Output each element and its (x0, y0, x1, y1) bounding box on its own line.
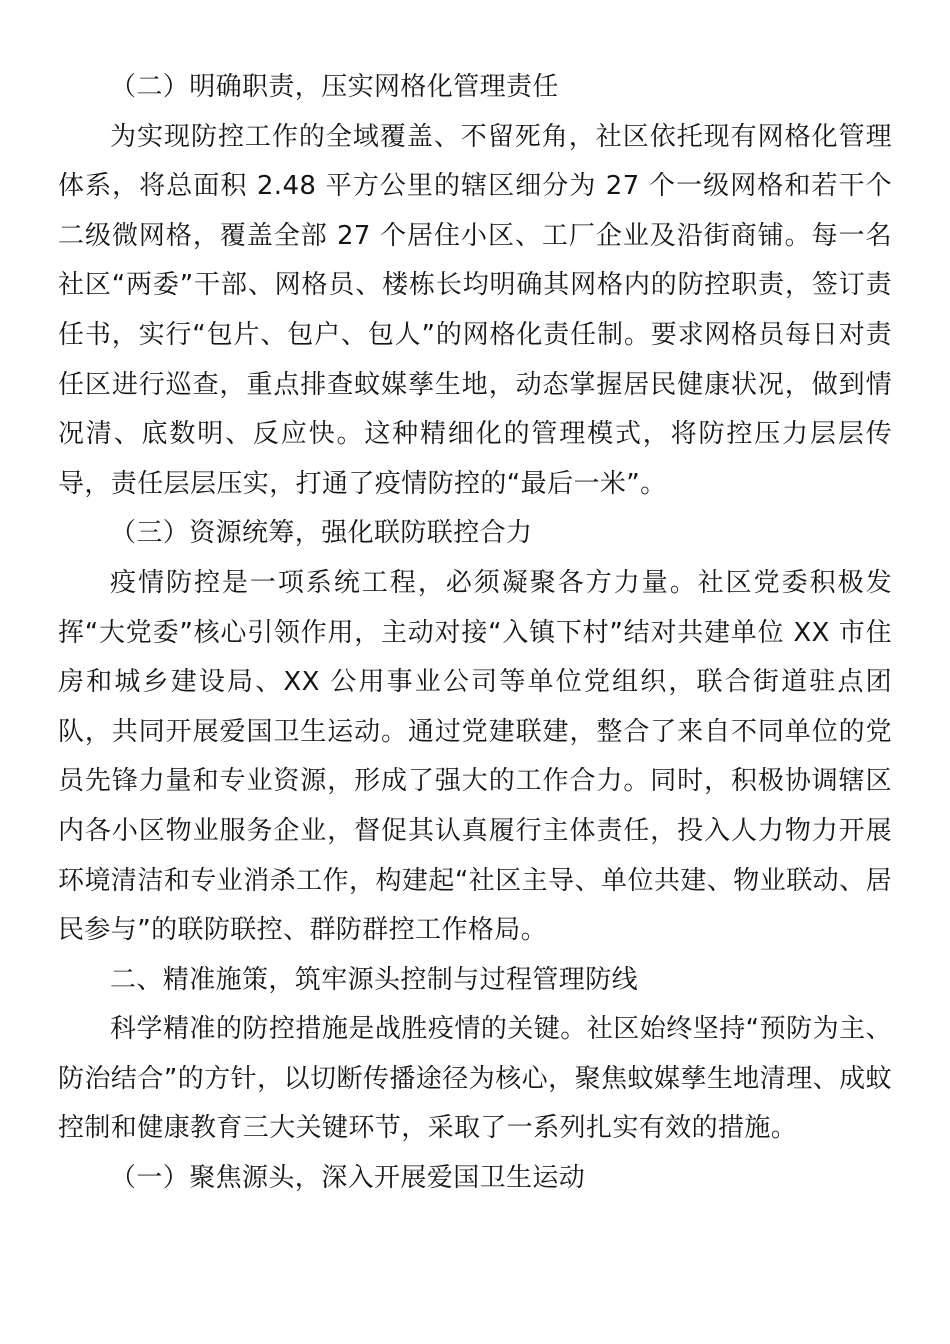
paragraph-grid-management: 为实现防控工作的全域覆盖、不留死角，社区依托现有网格化管理体系，将总面积 2.48 平方公里的辖区细分为 27 个一级网格和若干个二级微网格，覆盖全部 27 个居住小区、工厂企业及沿街商铺。每一名社区“两委”干部、网格员、楼栋长均明确其网格内的防控职责，签订责任书，实行“包片、包户、包人”的网格化责任制。要求网格员每日对责任区进行巡查，重点排查蚊媒孳生地，动态掌握居民健康状况，做到情况清、底数明、反应快。这种精细化的管理模式，将防控压力层层传导，责任层层压实，打通了疫情防控的“最后一米”。 (58, 121, 892, 499)
paragraph-precise-measures: 科学精准的防控措施是战胜疫情的关键。社区始终坚持“预防为主、防治结合”的方针，以切断传播途径为核心，聚焦蚊媒孳生地清理、成蚊控制和健康教育三大关键环节，采取了一系列扎实有效的措施。 (58, 1014, 892, 1144)
paragraph-joint-prevention: 疫情防控是一项系统工程，必须凝聚各方力量。社区党委积极发挥“大党委”核心引领作用，主动对接“入镇下村”结对共建单位 XX 市住房和城乡建设局、XX 公用事业公司等单位党组织，联合街道驻点团队，共同开展爱国卫生运动。通过党建联建，整合了来自不同单位的党员先锋力量和专业资源，形成了强大的工作合力。同时，积极协调辖区内各小区物业服务企业，督促其认真履行主体责任，投入人力物力开展环境清洁和专业消杀工作，构建起“社区主导、单位共建、物业联动、居民参与”的联防联控、群防群控工作格局。 (58, 567, 892, 946)
section-heading-part-2: 二、精准施策，筑牢源头控制与过程管理防线 (110, 964, 639, 995)
section-heading-2-responsibility: （二）明确职责，压实网格化管理责任 (110, 72, 559, 102)
section-heading-3-coordination: （三）资源统筹，强化联防联控合力 (110, 518, 533, 549)
section-heading-1-source: （一）聚焦源头，深入开展爱国卫生运动 (110, 1163, 586, 1194)
